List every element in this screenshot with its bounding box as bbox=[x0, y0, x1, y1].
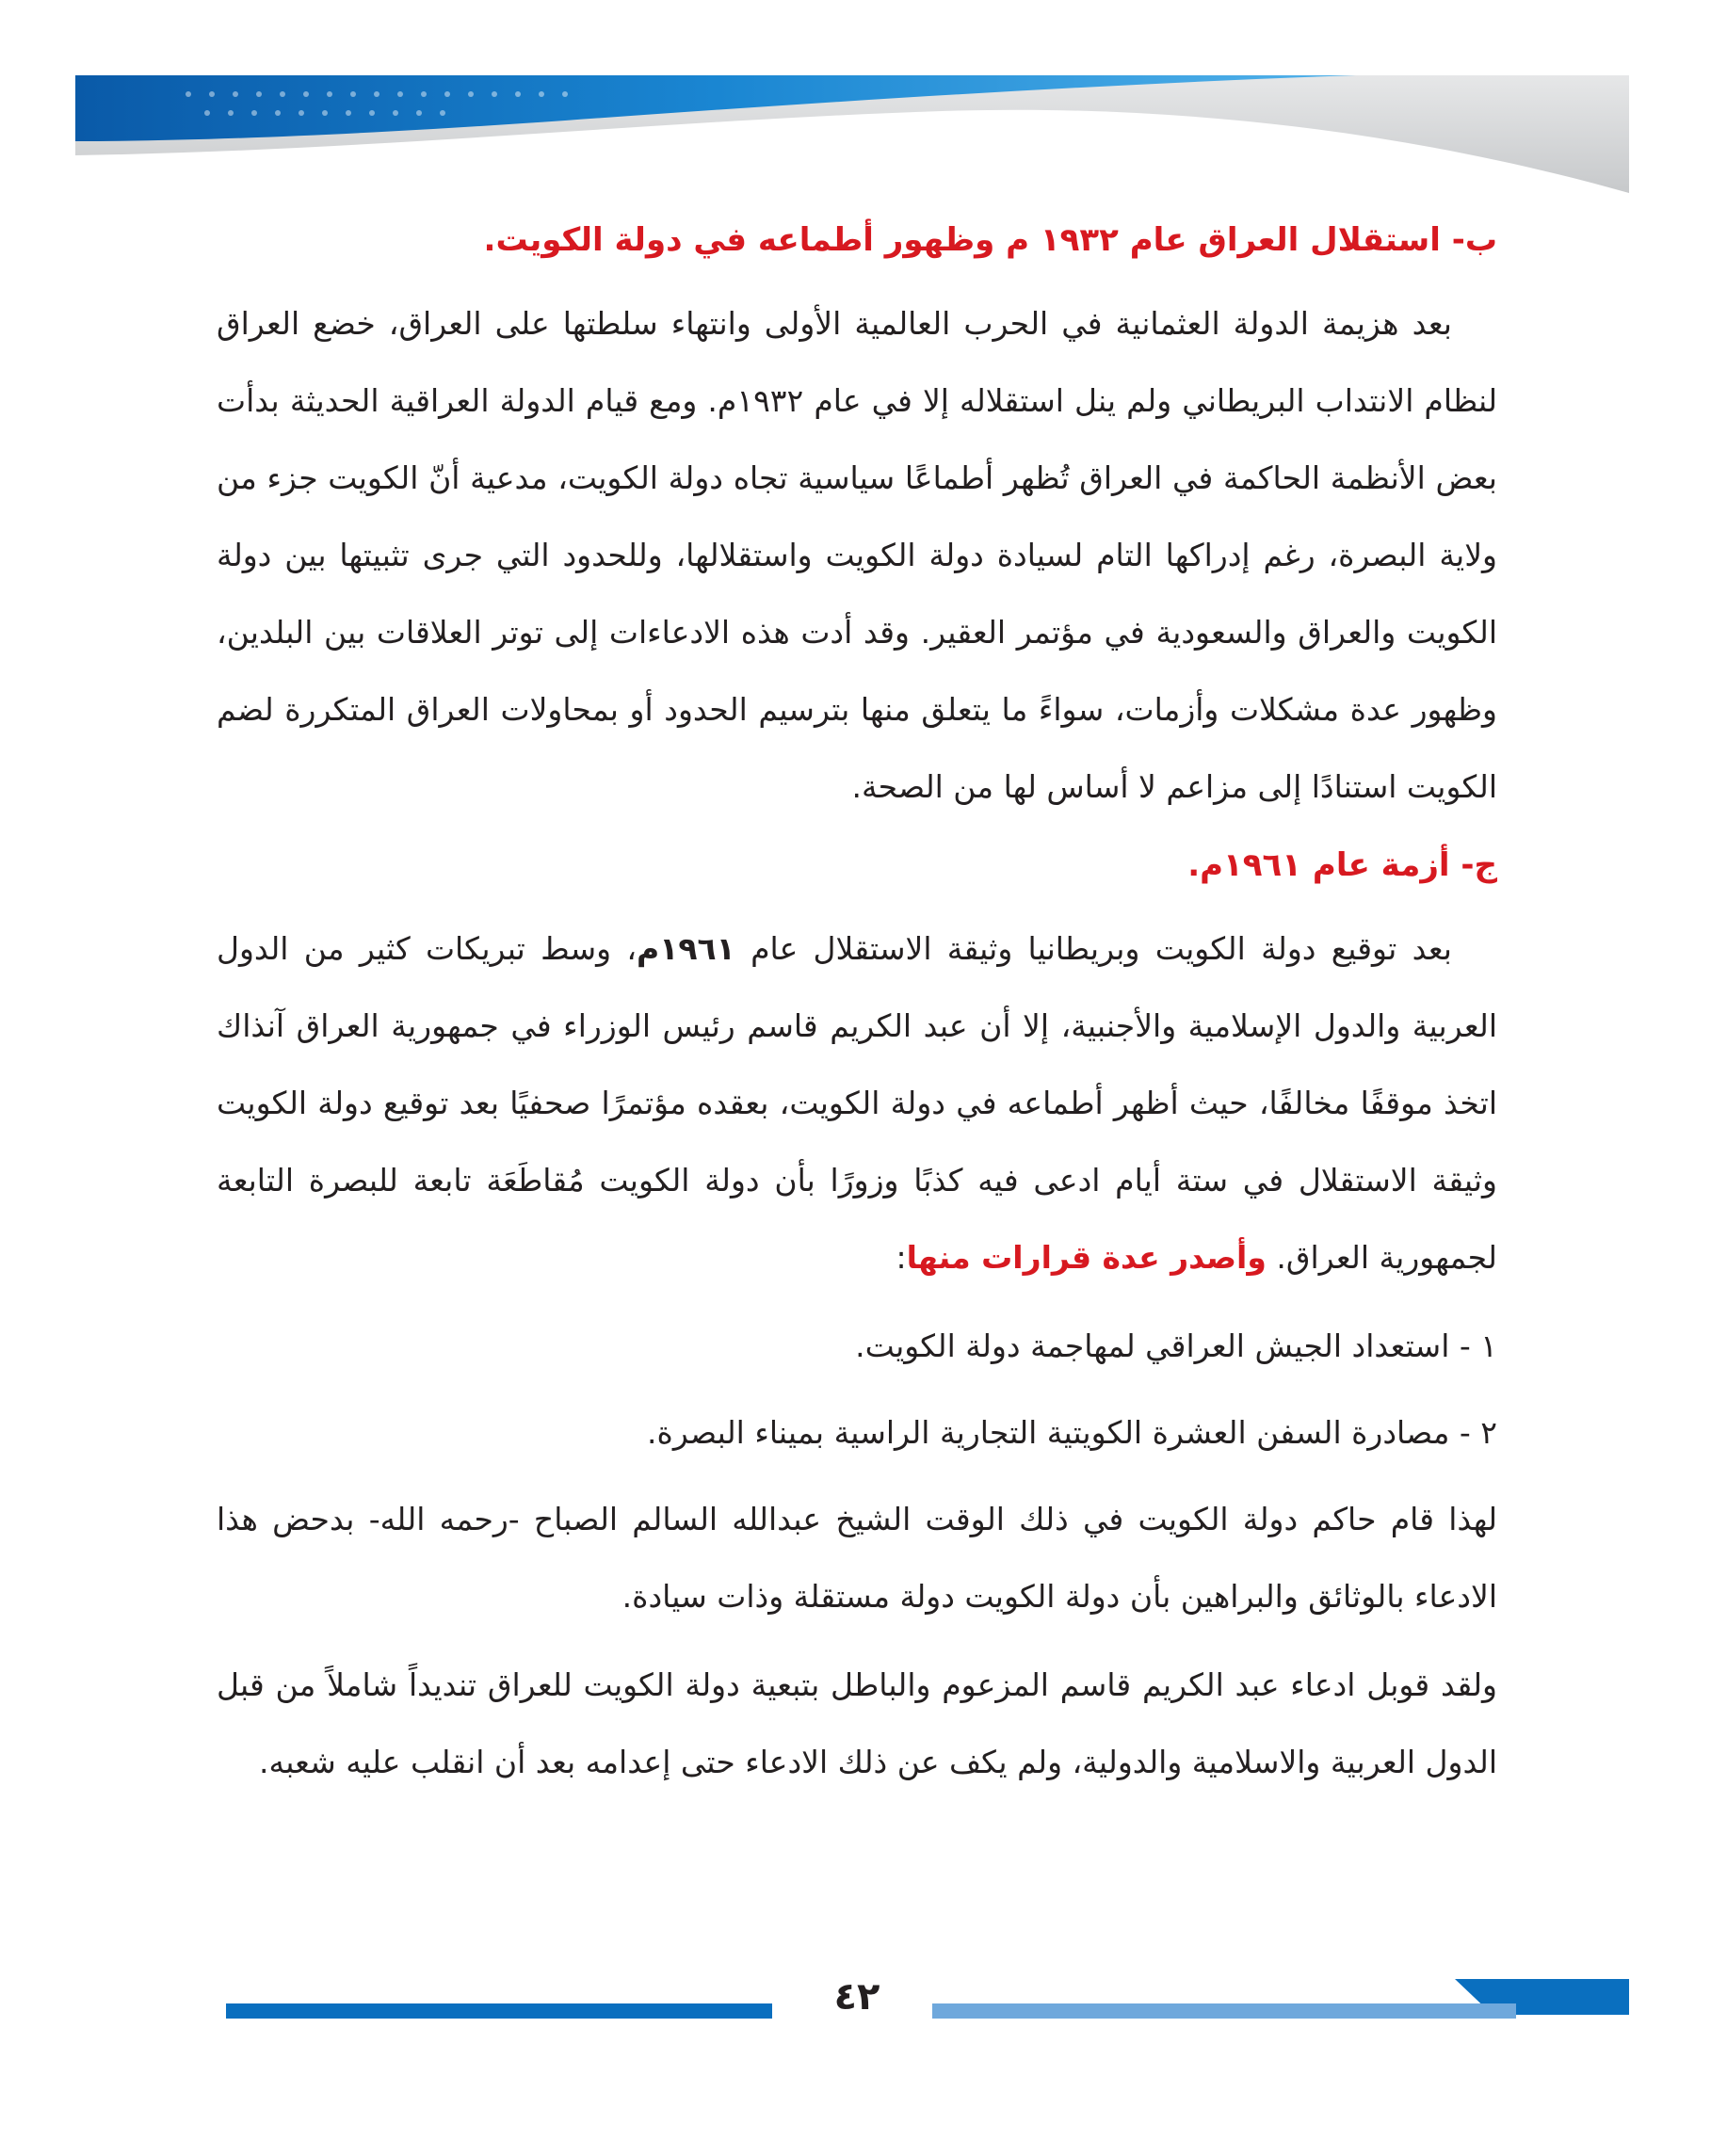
page-content bbox=[217, 212, 1497, 1812]
section-b-paragraph: بعد هزيمة الدولة العثمانية في الحرب العالمية الأولى وانتهاء سلطتها على العراق، خضع العراق لنظام الانتداب البريطاني ولم ينل استقلاله إلا في عام ١٩٣٢م. ومع قيام الدولة العراقية الحديثة بدأت بعض الأنظمة الحاكمة في العراق تُظهر أطماعًا سياسية تجاه دولة الكويت، مدعية أنّ الكويت جزء من ولاية البصرة، رغم إدراكها التام لسيادة دولة الكويت واستقلالها، وللحدود التي جرى تثبيتها بين دولة الكويت والعراق والسعودية في مؤتمر العقير. وقد أدت هذه الادعاءات إلى توتر العلاقات بين البلدين، وظهور عدة مشكلات وأزمات، سواءً ما يتعلق منها بترسيم الحدود أو بمحاولات العراق المتكررة لضم الكويت استنادًا إلى مزاعم لا أساس لها من الصحة. bbox=[217, 305, 1498, 805]
decisions-colon: : bbox=[896, 1239, 907, 1276]
section-c-heading: ج- أزمة عام ١٩٦١م. bbox=[1187, 846, 1497, 884]
header-wave-decoration bbox=[0, 0, 1711, 226]
section-b-heading: ب- استقلال العراق عام ١٩٣٢ م وظهور أطماعه في دولة الكويت. bbox=[483, 221, 1497, 259]
section-c-paragraph bbox=[217, 910, 1497, 1296]
section-c-text-post: ، وسط تبريكات كثير من الدول العربية والدول الإسلامية والأجنبية، إلا أن عبد الكريم قاسم رئيس الوزراء في جمهورية العراق آنذاك اتخذ موقفًا مخالفًا، حيث أظهر أطماعه في دولة الكويت، بعقده مؤتمرًا صحفيًا بعد توقيع دولة الكويت وثيقة الاستقلال في ستة أيام ادعى فيه كذبًا وزورًا بأن دولة الكويت مُقاطَعَة تابعة للبصرة التابعة لجمهورية العراق. bbox=[217, 930, 1497, 1276]
section-c-text-pre: بعد توقيع دولة الكويت وبريطانيا وثيقة الاستقلال عام bbox=[734, 930, 1452, 967]
decisions-label: وأصدر عدة قرارات منها bbox=[906, 1239, 1267, 1276]
independence-year: ١٩٦١م bbox=[637, 930, 735, 967]
ruler-rebuttal-paragraph: لهذا قام حاكم دولة الكويت في ذلك الوقت الشيخ عبدالله السالم الصباح -رحمه الله- بدحض هذا الادعاء بالوثائق والبراهين بأن دولة الكويت دولة مستقلة وذات سيادة. bbox=[217, 1501, 1497, 1615]
decision-item-2: ٢ - مصادرة السفن العشرة الكويتية التجارية الراسية بميناء البصرة. bbox=[647, 1414, 1497, 1451]
page-number: ٤٢ bbox=[833, 1975, 880, 2019]
condemnation-paragraph: ولقد قوبل ادعاء عبد الكريم قاسم المزعوم والباطل بتبعية دولة الكويت للعراق تنديداً شاملاً من قبل الدول العربية والاسلامية والدولية، ولم يكف عن ذلك الادعاء حتى إعدامه بعد أن انقلب عليه شعبه. bbox=[217, 1666, 1497, 1780]
decision-item-1: ١ - استعداد الجيش العراقي لمهاجمة دولة الكويت. bbox=[855, 1327, 1497, 1364]
